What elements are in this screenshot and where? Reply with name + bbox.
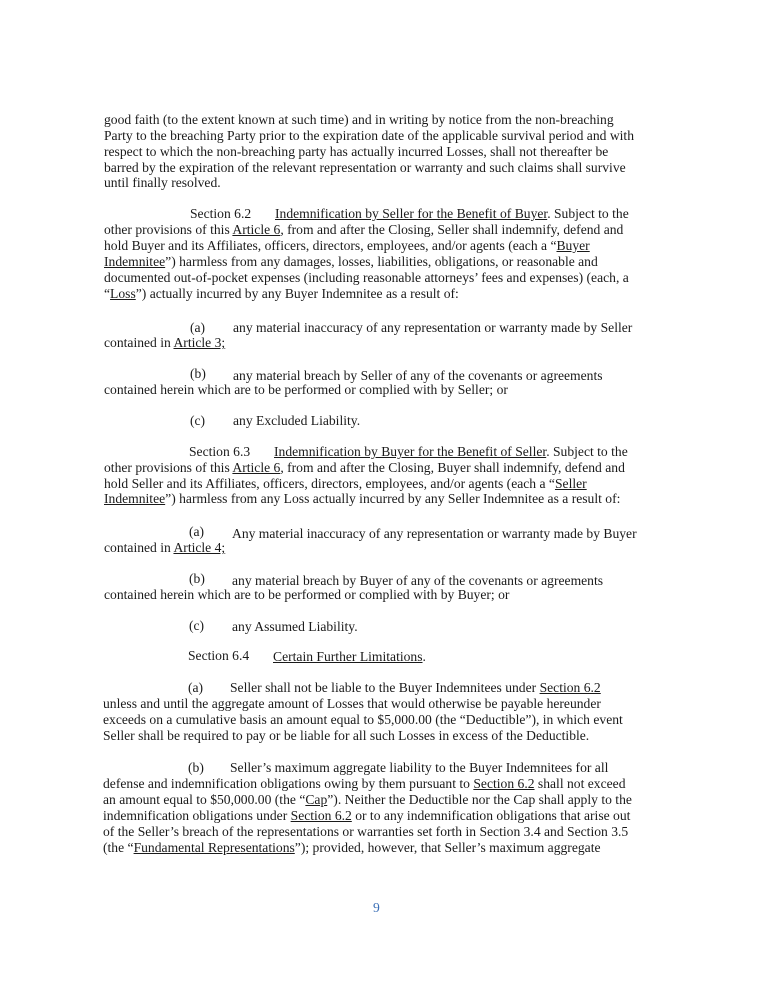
defined-term: Indemnitee [104,491,166,506]
text-line [104,476,587,492]
cross-reference-link[interactable]: Article 4; [173,540,226,555]
clause-label: (c) [189,618,205,633]
text-line [104,254,598,270]
clause-label: (a) [188,680,204,695]
text-span: shall not exceed [534,776,626,791]
text-line: Seller’s maximum aggregate liability to the Buyer Indemnitees for all [230,760,609,775]
text-line: any Excluded Liability. [233,413,361,428]
defined-term: Seller [554,476,587,491]
text-line: contained herein which are to be performed or complied with by Buyer; or [104,587,510,602]
section-title: Certain Further Limitations [273,649,423,664]
text-line [103,776,626,792]
text-line [104,238,590,254]
text-line [230,680,601,696]
page-number: 9 [373,900,380,915]
text-line: respect to which the non-breaching party has actually incurred Losses, shall not thereafter be [104,144,609,159]
text-span: ”) harmless from any damages, losses, liabilities, obligations, or reasonable and [165,254,598,269]
text-line [103,840,601,856]
text-span: contained in [104,540,174,555]
cross-reference-link[interactable]: Article 6 [232,460,281,475]
clause-label: (b) [188,760,204,775]
clause-label: (c) [190,413,206,428]
text-line: Any material inaccuracy of any representation or warranty made by Buyer [232,526,637,541]
text-span: . Subject to the [547,206,629,221]
text-line [104,222,623,238]
text-span: ”); provided, however, that Seller’s maximum aggregate [294,840,601,855]
text-line: any material breach by Buyer of any of the covenants or agreements [232,573,604,588]
text-span: (the “ [103,840,134,855]
text-line [104,460,625,476]
text-line: contained herein which are to be performed or complied with by Seller; or [104,382,508,397]
clause-label: (b) [189,571,205,586]
section-heading-line [274,444,628,460]
text-line: Party to the breaching Party prior to the expiration date of the applicable survival period and with [104,128,634,143]
defined-term: Buyer [556,238,590,253]
text-line: any Assumed Liability. [232,619,358,634]
section-heading-line [273,649,426,665]
text-line [104,491,620,507]
text-line: Seller shall be required to pay or be liable for all such Losses in excess of the Deductible. [103,728,590,743]
text-line: until finally resolved. [104,175,221,190]
text-line [104,335,225,351]
text-line [103,808,630,824]
text-line: barred by the expiration of the relevant representation or warranty and such claims shall survive [104,160,626,175]
clause-label: (b) [190,366,206,381]
text-line: any material breach by Seller of any of the covenants or agreements [233,368,603,383]
section-number: Section 6.2 [190,206,252,221]
text-line [103,792,632,808]
text-span: . Subject to the [546,444,628,459]
text-span: ”) harmless from any Loss actually incurred by any Seller Indemnitee as a result of: [165,491,621,506]
cross-reference-link[interactable]: Section 6.2 [290,808,352,823]
cross-reference-link[interactable]: Section 6.2 [473,776,535,791]
text-line: any material inaccuracy of any representation or warranty made by Seller [233,320,633,335]
text-span: hold Seller and its Affiliates, officers, directors, employees, and/or agents (each a “ [104,476,555,491]
clause-label: (a) [190,320,206,335]
text-span: , from and after the Closing, Seller shall indemnify, defend and [280,222,624,237]
text-span: other provisions of this [104,460,233,475]
defined-term: Fundamental Representations [133,840,295,855]
text-span: ”). Neither the Deductible nor the Cap shall apply to the [327,792,632,807]
defined-term: Indemnitee [104,254,166,269]
text-line [104,540,225,556]
cross-reference-link[interactable]: Article 6 [232,222,281,237]
text-span: or to any indemnification obligations that arise out [351,808,631,823]
text-span: an amount equal to $50,000.00 (the “ [103,792,306,807]
section-title: Indemnification by Seller for the Benefit of Buyer [275,206,548,221]
text-span: indemnification obligations under [103,808,291,823]
text-span: ”) actually incurred by any Buyer Indemnitee as a result of: [135,286,459,301]
section-number: Section 6.3 [189,444,251,459]
text-line: unless and until the aggregate amount of Losses that would otherwise be payable hereunder [103,696,601,711]
text-span: “ [104,286,111,301]
section-number: Section 6.4 [188,648,250,663]
text-span: other provisions of this [104,222,233,237]
clause-label: (a) [189,524,205,539]
text-line [104,286,459,302]
defined-term: Loss [110,286,136,301]
text-line: of the Seller’s breach of the representations or warranties set forth in Section 3.4 and Section 3.5 [103,824,629,839]
text-span: , from and after the Closing, Buyer shall indemnify, defend and [280,460,625,475]
section-title: Indemnification by Buyer for the Benefit of Seller [274,444,547,459]
defined-term: Cap [305,792,328,807]
text-span: Seller shall not be liable to the Buyer Indemnitees under [230,680,540,695]
section-heading-line [275,206,629,222]
text-span: hold Buyer and its Affiliates, officers, directors, employees, and/or agents (each a “ [104,238,557,253]
text-line: documented out-of-pocket expenses (including reasonable attorneys’ fees and expenses) (each, a [104,270,629,285]
text-line: good faith (to the extent known at such time) and in writing by notice from the non-breaching [104,112,614,127]
text-line: exceeds on a cumulative basis an amount equal to $5,000.00 (the “Deductible”), in which event [103,712,623,727]
text-span: . [422,649,426,664]
text-span: contained in [104,335,174,350]
cross-reference-link[interactable]: Article 3; [173,335,226,350]
cross-reference-link[interactable]: Section 6.2 [539,680,601,695]
text-span: defense and indemnification obligations owing by them pursuant to [103,776,474,791]
